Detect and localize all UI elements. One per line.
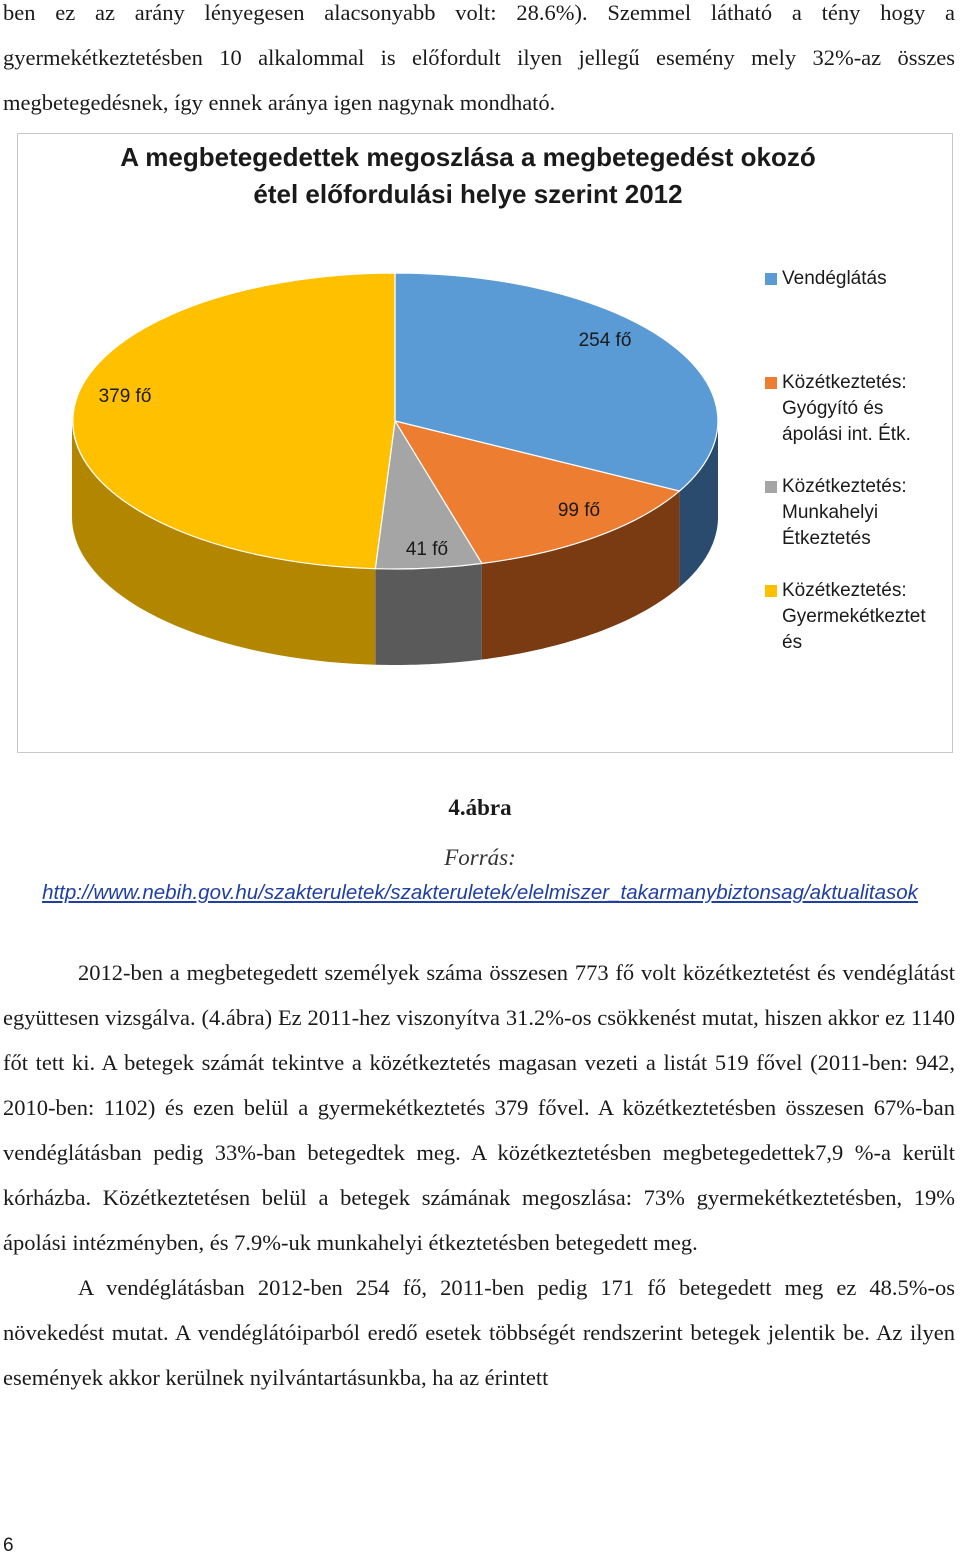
chart-title-line-2: étel előfordulási helye szerint 2012	[253, 179, 683, 209]
source-label: Forrás:	[444, 845, 516, 870]
pie-data-label: 379 fő	[98, 386, 152, 407]
legend-label: Közétkeztetés:	[782, 580, 907, 601]
body-paragraph-1: 2012-ben a megbetegedett személyek száma összesen 773 fő volt közétkeztetést és vendéglátást együttesen vizsgálva. (4.ábra) Ez 2011-hez viszonyítva 31.2%-os csökkenést mutat, hiszen akkor ez 1140 főt tett ki. A betegek számát tekintve a közétkeztetés magasan vezeti a listát 519 fővel (2011-ben: 942, 2010-ben: 1102) és ezen belül a gyermekétkeztetés 379 fővel. A közétkeztetésben összesen 67%-ban vendéglátásban pedig 33%-ban betegedtek meg. A közétkeztetésben megbetegedettek7,9 %-a került kórházba. Közétkeztetésen belül a betegek számának megoszlása: 73% gyermekétkeztetésben, 19% ápolási intézményben, és 7.9%-uk munkahelyi étkeztetésben betegedett meg.	[3, 960, 955, 1255]
chart-title-line-1: A megbetegedettek megoszlása a megbetegedést okozó	[120, 142, 816, 172]
legend-label: Gyermekétkeztet	[782, 606, 926, 627]
legend-label: Közétkeztetés:	[782, 372, 907, 393]
figure-caption: 4.ábra	[448, 795, 512, 820]
legend-swatch-blue	[765, 273, 777, 285]
legend-label: Munkahelyi	[782, 502, 879, 523]
legend-swatch-gray	[765, 481, 777, 493]
legend-swatch-yellow	[765, 585, 777, 597]
pie-chart	[17, 133, 953, 753]
legend-label: és	[782, 632, 803, 653]
pie-slice-side	[375, 564, 482, 666]
page-number: 6	[3, 1535, 14, 1556]
source-link[interactable]: http://www.nebih.gov.hu/szakteruletek/szakteruletek/elelmiszer_takarmanybiztonsag/aktualitasok	[42, 881, 918, 904]
legend-label: Gyógyító és	[782, 398, 884, 419]
legend-label: Vendéglátás	[782, 268, 887, 289]
body-text	[3, 950, 955, 1400]
legend-swatch-orange	[765, 377, 777, 389]
pie-data-label: 99 fő	[557, 500, 601, 521]
body-paragraph-2: A vendéglátásban 2012-ben 254 fő, 2011-ben pedig 171 fő betegedett meg ez 48.5%-os növekedést mutat. A vendéglátóiparból eredő esetek többségét rendszerint betegek jelentik be. Az ilyen események akkor kerülnek nyilvántartásunkba, ha az érintett	[3, 1275, 955, 1390]
legend-label: ápolási int. Étk.	[782, 424, 911, 445]
legend-label: Közétkeztetés:	[782, 476, 907, 497]
intro-paragraph: ben ez az arány lényegesen alacsonyabb volt: 28.6%). Szemmel látható a tény hogy a gyermekétkeztetésben 10 alkalommal is előfordult ilyen jellegű esemény mely 32%-az összes megbetegedésnek, így ennek aránya igen nagynak mondható.	[3, 0, 955, 115]
pie-data-label: 41 fő	[405, 539, 449, 560]
legend-label: Étkeztetés	[782, 528, 871, 549]
pie-data-label: 254 fő	[578, 330, 632, 351]
